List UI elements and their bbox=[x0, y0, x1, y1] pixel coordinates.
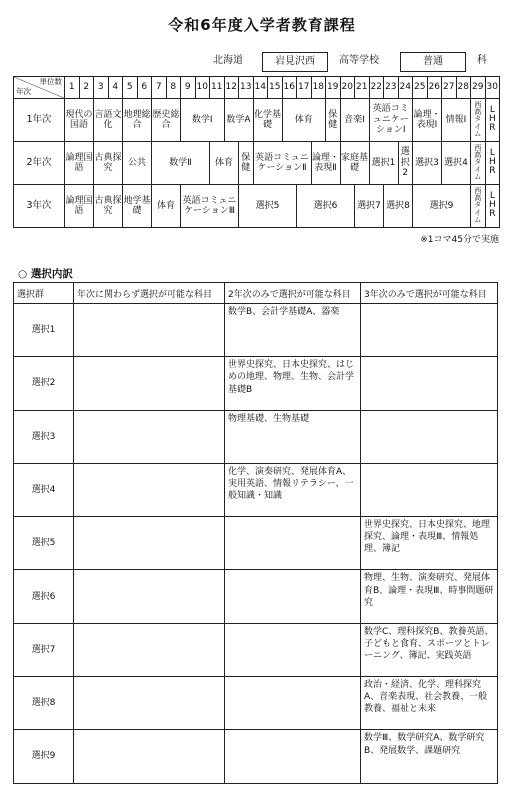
unit-number: 4 bbox=[108, 77, 123, 99]
section-title: ○ 選択内訳 bbox=[18, 268, 73, 280]
unit-number: 1 bbox=[65, 77, 80, 99]
year-label: 1年次 bbox=[14, 99, 65, 142]
subject-name: 数学A bbox=[226, 114, 251, 125]
unit-number: 3 bbox=[94, 77, 109, 99]
page-title: 令和6年度入学者教育課程 bbox=[168, 16, 356, 34]
subject-name: 古典探究 bbox=[94, 152, 122, 173]
subject-name: 体育 bbox=[156, 200, 175, 211]
selection-row bbox=[14, 463, 498, 516]
any-year-subjects bbox=[74, 730, 225, 783]
subject-name: 音楽Ⅰ bbox=[344, 114, 365, 125]
subject-cell bbox=[181, 185, 239, 228]
selection-group: 選択4 bbox=[14, 463, 74, 516]
subject-name: 地学基礎 bbox=[123, 195, 151, 216]
selection-row bbox=[14, 623, 498, 676]
header-group: 選択群 bbox=[14, 283, 74, 304]
selection-row bbox=[14, 304, 498, 357]
any-year-subjects bbox=[74, 570, 225, 623]
subject-name: 言語文化 bbox=[94, 109, 122, 130]
header-any-year: 年次に関わらず選択が可能な科目 bbox=[74, 283, 225, 304]
subject-name: LHR bbox=[487, 147, 498, 175]
year3-subjects: 政治・経済、化学、理科探究A、音楽表現、社会教養、一般教養、福祉と未来 bbox=[361, 677, 498, 730]
subject-cell bbox=[369, 142, 398, 185]
subject-name: 西高タイム bbox=[474, 186, 482, 225]
subject-cell bbox=[413, 185, 471, 228]
unit-number: 12 bbox=[224, 77, 239, 99]
subject-cell bbox=[297, 185, 355, 228]
units-header-row bbox=[14, 77, 500, 99]
subject-cell bbox=[253, 142, 311, 185]
subject-name: 英語コミュニケーションⅡ bbox=[255, 152, 309, 173]
subject-name: LHR bbox=[487, 104, 498, 132]
any-year-subjects bbox=[74, 357, 225, 410]
subject-name: 古典探究 bbox=[94, 195, 122, 216]
subject-name: 公共 bbox=[127, 157, 146, 168]
subject-cell bbox=[123, 99, 152, 142]
header-year3: 3年次のみで選択が可能な科目 bbox=[361, 283, 498, 304]
unit-number: 26 bbox=[427, 77, 442, 99]
year-label: 2年次 bbox=[14, 142, 65, 185]
subject-name: 選択7 bbox=[357, 200, 381, 211]
year2-subjects: 物理基礎、生物基礎 bbox=[225, 410, 361, 463]
year2-subjects bbox=[225, 730, 361, 783]
unit-number: 14 bbox=[253, 77, 268, 99]
subject-name: 選択4 bbox=[444, 157, 468, 168]
subject-cell bbox=[442, 99, 471, 142]
unit-number: 9 bbox=[181, 77, 196, 99]
unit-number: 24 bbox=[398, 77, 413, 99]
subject-name: 数学Ⅰ bbox=[191, 114, 213, 125]
year-row bbox=[14, 142, 500, 185]
subject-name: 体育 bbox=[294, 114, 313, 125]
subject-name: 家庭基礎 bbox=[340, 152, 368, 173]
subject-name: 歴史総合 bbox=[152, 109, 180, 130]
subject-cell bbox=[471, 142, 486, 185]
subject-cell bbox=[442, 142, 471, 185]
subject-cell bbox=[340, 142, 369, 185]
subject-name: 選択9 bbox=[429, 200, 454, 211]
unit-number: 27 bbox=[442, 77, 457, 99]
year3-subjects: 数学C、理科探究B、教養英語、子どもと食育、スポーツとトレーニング、簿記、実践英語 bbox=[361, 623, 498, 676]
subject-cell bbox=[485, 185, 500, 228]
subject-cell bbox=[384, 185, 413, 228]
unit-number: 16 bbox=[282, 77, 297, 99]
selection-row bbox=[14, 570, 498, 623]
subject-cell bbox=[152, 99, 181, 142]
year-row bbox=[14, 99, 500, 142]
unit-number: 11 bbox=[210, 77, 225, 99]
subject-cell bbox=[326, 99, 341, 142]
subject-cell bbox=[311, 142, 340, 185]
subject-name: 選択3 bbox=[415, 157, 439, 168]
course-suffix-label: 科 bbox=[477, 55, 487, 66]
year3-subjects bbox=[361, 357, 498, 410]
unit-number: 23 bbox=[384, 77, 399, 99]
year2-subjects bbox=[225, 677, 361, 730]
subject-cell bbox=[123, 185, 152, 228]
subject-name: 数学Ⅱ bbox=[169, 157, 192, 168]
unit-number: 10 bbox=[195, 77, 210, 99]
subject-name: 選択1 bbox=[371, 157, 396, 168]
subject-cell bbox=[471, 185, 486, 228]
any-year-subjects bbox=[74, 623, 225, 676]
any-year-subjects bbox=[74, 517, 225, 570]
year3-subjects bbox=[361, 410, 498, 463]
subject-cell bbox=[340, 99, 369, 142]
subject-cell bbox=[282, 99, 326, 142]
subject-name: 選択2 bbox=[400, 147, 410, 179]
selection-row bbox=[14, 677, 498, 730]
units-corner-cell bbox=[14, 77, 65, 99]
subject-name: 論理・表現Ⅰ bbox=[413, 109, 441, 130]
subject-cell bbox=[413, 142, 442, 185]
any-year-subjects bbox=[74, 677, 225, 730]
subject-cell bbox=[123, 142, 152, 185]
subject-name: 英語コミュニケーションⅢ bbox=[182, 195, 237, 216]
selection-row bbox=[14, 357, 498, 410]
subject-name: 地理総合 bbox=[123, 109, 151, 130]
unit-number: 21 bbox=[355, 77, 370, 99]
subject-cell bbox=[65, 185, 94, 228]
unit-number: 6 bbox=[137, 77, 152, 99]
selection-row bbox=[14, 517, 498, 570]
subject-name: 選択6 bbox=[313, 200, 338, 211]
unit-number: 17 bbox=[297, 77, 312, 99]
unit-number: 18 bbox=[311, 77, 326, 99]
unit-number: 30 bbox=[485, 77, 500, 99]
subject-cell bbox=[94, 185, 123, 228]
subject-cell bbox=[65, 99, 94, 142]
subject-cell bbox=[355, 185, 384, 228]
subject-name: 西高タイム bbox=[474, 100, 482, 139]
subject-cell bbox=[65, 142, 94, 185]
any-year-subjects bbox=[74, 304, 225, 357]
selection-group: 選択7 bbox=[14, 623, 74, 676]
year3-subjects: 数学Ⅲ、数学研究A、数学研究B、発展数学、課題研究 bbox=[361, 730, 498, 783]
curriculum-table bbox=[13, 76, 500, 228]
selection-group: 選択3 bbox=[14, 410, 74, 463]
unit-number: 25 bbox=[413, 77, 428, 99]
any-year-subjects bbox=[74, 463, 225, 516]
unit-number: 19 bbox=[326, 77, 341, 99]
subject-cell bbox=[224, 99, 253, 142]
subject-cell bbox=[94, 99, 123, 142]
subject-name: 英語コミュニケーションⅠ bbox=[372, 104, 409, 136]
subject-name: 選択5 bbox=[255, 200, 280, 211]
subject-cell bbox=[239, 185, 297, 228]
selection-group: 選択9 bbox=[14, 730, 74, 783]
unit-number: 22 bbox=[369, 77, 384, 99]
subject-name: 論理国語 bbox=[65, 152, 93, 173]
unit-number: 15 bbox=[268, 77, 283, 99]
selection-group: 選択1 bbox=[14, 304, 74, 357]
school-name-box: 岩見沢西 bbox=[262, 52, 328, 72]
year2-subjects bbox=[225, 570, 361, 623]
subject-cell bbox=[485, 99, 500, 142]
unit-number: 5 bbox=[123, 77, 138, 99]
subject-cell bbox=[471, 99, 486, 142]
selection-group: 選択5 bbox=[14, 517, 74, 570]
subject-name: 現代の国語 bbox=[65, 109, 93, 130]
year2-subjects: 化学、演奏研究、発展体育A、実用英語、情報リテラシー、一般知識・知識 bbox=[225, 463, 361, 516]
selection-group: 選択2 bbox=[14, 357, 74, 410]
subject-name: LHR bbox=[487, 190, 498, 218]
subject-cell bbox=[239, 142, 254, 185]
year3-subjects: 世界史探究、日本史探究、地理探究、論理・表現Ⅲ、情報処理、簿記 bbox=[361, 517, 498, 570]
subject-cell bbox=[181, 99, 225, 142]
period-note: ※1コマ45分で実施 bbox=[420, 235, 499, 245]
year-corner-label: 年次 bbox=[16, 87, 31, 97]
subject-cell bbox=[210, 142, 239, 185]
unit-number: 20 bbox=[340, 77, 355, 99]
unit-number: 2 bbox=[79, 77, 94, 99]
selection-row bbox=[14, 410, 498, 463]
year3-subjects bbox=[361, 304, 498, 357]
subject-cell bbox=[485, 142, 500, 185]
unit-number: 13 bbox=[239, 77, 254, 99]
year3-subjects: 物理、生物、演奏研究、発展体育B、論理・表現Ⅲ、時事問題研究 bbox=[361, 570, 498, 623]
selection-table bbox=[13, 282, 498, 784]
subject-cell bbox=[369, 99, 413, 142]
year3-subjects bbox=[361, 463, 498, 516]
unit-number: 28 bbox=[456, 77, 471, 99]
subject-cell bbox=[253, 99, 282, 142]
subject-name: 論理国語 bbox=[65, 195, 93, 216]
subject-name: 論理・表現Ⅱ bbox=[311, 152, 339, 173]
subject-name: 保健 bbox=[241, 152, 251, 173]
course-box: 普通 bbox=[400, 52, 466, 72]
selection-row bbox=[14, 730, 498, 783]
year2-subjects bbox=[225, 517, 361, 570]
subject-cell bbox=[152, 185, 181, 228]
any-year-subjects bbox=[74, 410, 225, 463]
school-type-label: 高等学校 bbox=[339, 55, 379, 66]
unit-number: 29 bbox=[471, 77, 486, 99]
selection-header-row bbox=[14, 283, 498, 304]
subject-name: 情報Ⅰ bbox=[445, 114, 467, 125]
unit-number: 8 bbox=[166, 77, 181, 99]
units-corner-label: 単位数 bbox=[39, 77, 62, 86]
year2-subjects bbox=[225, 623, 361, 676]
subject-cell bbox=[398, 142, 413, 185]
prefecture-label: 北海道 bbox=[213, 55, 243, 66]
subject-name: 保健 bbox=[328, 109, 338, 130]
header-year2: 2年次のみで選択が可能な科目 bbox=[225, 283, 361, 304]
year2-subjects: 数学B、会計学基礎A、器楽 bbox=[225, 304, 361, 357]
subject-name: 西高タイム bbox=[474, 143, 482, 182]
subject-cell bbox=[94, 142, 123, 185]
unit-number: 7 bbox=[152, 77, 167, 99]
year-row bbox=[14, 185, 500, 228]
subject-name: 選択8 bbox=[386, 200, 410, 211]
year-label: 3年次 bbox=[14, 185, 65, 228]
selection-group: 選択6 bbox=[14, 570, 74, 623]
selection-group: 選択8 bbox=[14, 677, 74, 730]
year2-subjects: 世界史探究、日本史探究、はじめの地理、物理、生物、会計学基礎B bbox=[225, 357, 361, 410]
subject-cell bbox=[413, 99, 442, 142]
subject-name: 体育 bbox=[214, 157, 233, 168]
subject-cell bbox=[152, 142, 210, 185]
subject-name: 化学基礎 bbox=[253, 109, 281, 130]
